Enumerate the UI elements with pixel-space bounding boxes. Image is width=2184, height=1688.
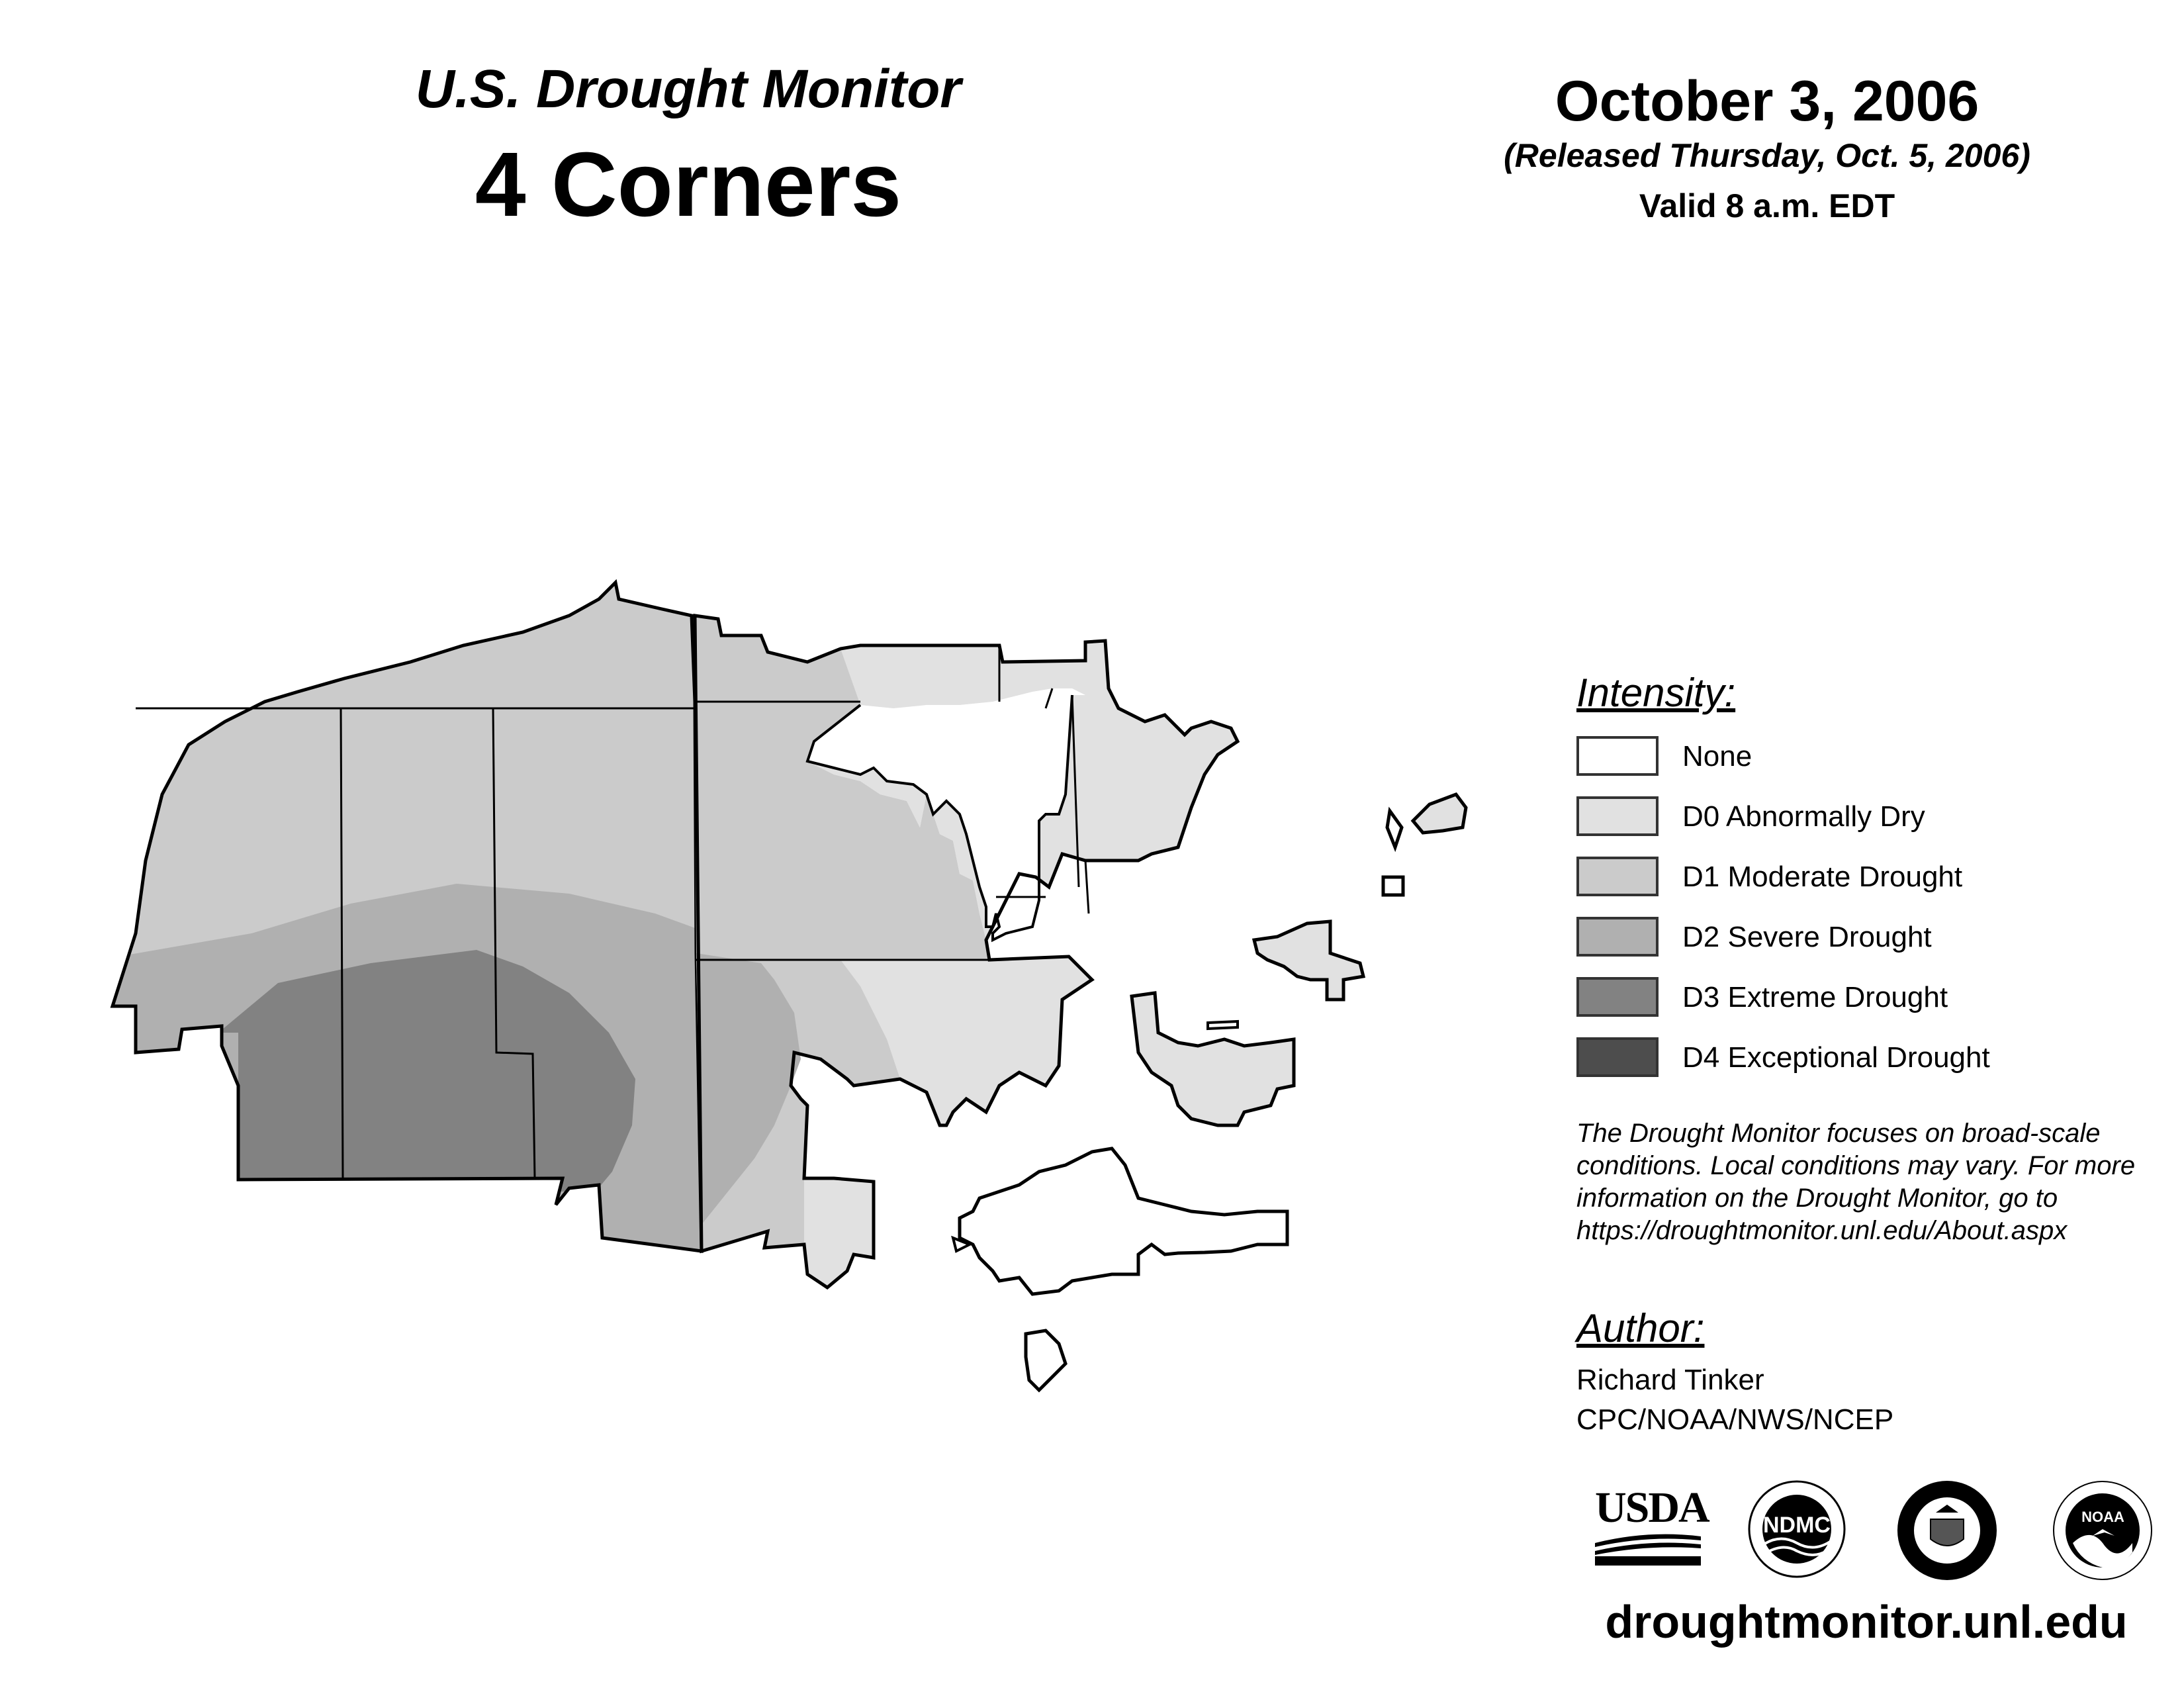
legend-label: D2 Severe Drought: [1682, 921, 1932, 953]
valid-time: Valid 8 a.m. EDT: [1639, 187, 1895, 224]
noaa-logo: [2052, 1479, 2154, 1582]
author-org: CPC/NOAA/NWS/NCEP: [1576, 1403, 1894, 1436]
island-south-1: [960, 1149, 1287, 1294]
island-south-2: [1026, 1331, 1066, 1390]
island-small-dash: [1208, 1021, 1238, 1029]
legend-item: [1576, 1037, 2172, 1082]
author-title: Author:: [1576, 1306, 1705, 1350]
island-center-east: [1132, 993, 1294, 1125]
region-title: 4 Corners: [475, 134, 902, 236]
legend-swatch: [1576, 917, 1659, 957]
usda-stripes-icon: [1595, 1530, 1704, 1567]
legend-label: None: [1682, 740, 1752, 773]
author-name: Richard Tinker: [1576, 1364, 1764, 1396]
map-brand-title: U.S. Drought Monitor: [415, 59, 962, 119]
d0-central-area-sw: [804, 1178, 874, 1288]
release-date: (Released Thursday, Oct. 5, 2006): [1504, 137, 2030, 174]
legend-label: D4 Exceptional Drought: [1682, 1041, 1990, 1074]
legend-title: Intensity:: [1576, 671, 1736, 715]
island-mid-east: [1254, 921, 1363, 1000]
legend-swatch: [1576, 736, 1659, 776]
noaa-logo-text: NOAA: [2081, 1509, 2124, 1525]
usda-logo: [1595, 1483, 1709, 1566]
legend-item: [1576, 736, 2172, 781]
legend-swatch: [1576, 1037, 1659, 1077]
legend-label: D1 Moderate Drought: [1682, 861, 1963, 893]
legend-label: D0 Abnormally Dry: [1682, 800, 1925, 833]
footer-url[interactable]: droughtmonitor.unl.edu: [1605, 1596, 2128, 1648]
commerce-seal-icon: [1896, 1479, 1999, 1582]
ndmc-logo: [1747, 1479, 1846, 1579]
legend-label: D3 Extreme Drought: [1682, 981, 1948, 1013]
usda-logo-text: USDA: [1595, 1483, 1709, 1532]
legend-item: [1576, 796, 2172, 841]
legend-item: [1576, 917, 2172, 962]
map-date: October 3, 2006: [1555, 70, 1979, 133]
central-region: [695, 616, 1238, 1288]
legend-item: [1576, 977, 2172, 1022]
ndmc-logo-text: NDMC: [1763, 1513, 1831, 1538]
legend-item: [1576, 857, 2172, 902]
island-ne-small: [1387, 811, 1402, 847]
legend-swatch: [1576, 977, 1659, 1017]
island-ne: [1413, 794, 1466, 833]
disclaimer-note: The Drought Monitor focuses on broad-scale conditions. Local conditions may vary. For more information on the Drought Monitor, go to https://droughtmonitor.unl.edu/About.aspx: [1576, 1119, 2136, 1245]
legend-swatch: [1576, 796, 1659, 836]
legend-swatch: [1576, 857, 1659, 896]
island-square: [1383, 877, 1403, 895]
